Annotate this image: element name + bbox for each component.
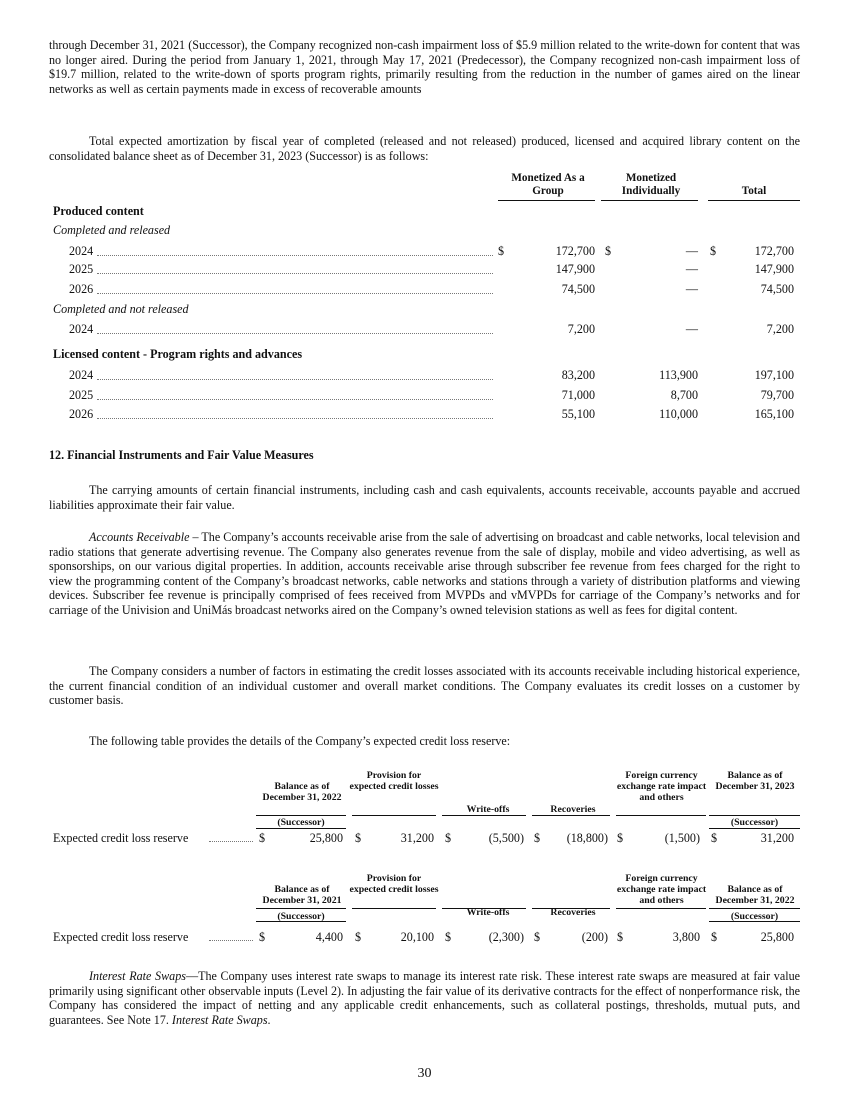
group-value: 83,200 (561, 368, 595, 382)
header-rule (256, 828, 346, 829)
section-row (49, 204, 800, 220)
header-rule (709, 815, 800, 816)
year-label: 2024 (69, 322, 94, 336)
amortization-table (49, 172, 800, 452)
header-rule (616, 815, 706, 816)
dollar-sign: $ (498, 244, 505, 258)
header-rule (352, 908, 436, 909)
value-provision: 20,100 (400, 930, 434, 944)
dot-leader (97, 379, 493, 380)
col-header: Foreign currency exchange rate impact and others (616, 873, 707, 906)
dot-leader (97, 293, 493, 294)
table-row (49, 322, 800, 338)
section-row (49, 347, 800, 363)
row-label: Expected credit loss reserve (53, 930, 189, 944)
dollar-sign: $ (605, 244, 612, 258)
dot-leader (97, 399, 493, 400)
group-value: 55,100 (561, 407, 595, 421)
table-intro-paragraph: The following table provides the details of the Company’s expected credit loss reserve: (89, 734, 511, 748)
subsection-row (49, 302, 800, 318)
accounts-receivable-label: Accounts Receivable (89, 530, 190, 544)
accounts-receivable-paragraph (49, 530, 800, 617)
header-rule (442, 908, 526, 909)
col-header: Provision for expected credit losses (349, 770, 439, 792)
dot-leader (97, 418, 493, 419)
col-header: Recoveries (550, 907, 596, 918)
intro-paragraph: through December 31, 2021 (Successor), the Company recognized non-cash impairment loss of $5.9 million related to the write-down for content that was no longer aired. During the period from January 1, 2021, through May 17, 2021 (Predecessor), the Company recognized non-cash impairment loss of $19.7 million, related to the write-down of sports program rights, primarily resulting from the reduction in the number of games aired on the linear networks as well as certain payments made in excess of recoverable amounts (49, 38, 800, 96)
col-header: Balance as of December 31, 2022 (715, 884, 795, 906)
interest-rate-swaps-paragraph (49, 969, 800, 1027)
individual-value: — (685, 282, 698, 296)
total-value: 147,900 (754, 262, 794, 276)
header-rule (616, 908, 706, 909)
dot-leader (97, 333, 493, 334)
dollar-sign: $ (445, 831, 452, 845)
dollar-sign: $ (617, 930, 624, 944)
amortization-intro-paragraph: Total expected amortization by fiscal year of completed (released and not released) produced, licensed and acquired library content on the consolidated balance sheet as of December 31, 2023 (Successor) is as follows: (49, 134, 800, 163)
dollar-sign: $ (355, 930, 362, 944)
row-label: Expected credit loss reserve (53, 831, 189, 845)
value-recoveries: (200) (581, 930, 608, 944)
col-header: Provision for expected credit losses (349, 873, 439, 895)
individual-value: — (685, 262, 698, 276)
carrying-amounts-paragraph: The carrying amounts of certain financial instruments, including cash and cash equivalents, accounts receivable, accounts payable and accrued liabilities approximate their fair value. (49, 483, 800, 512)
col-header: Foreign currency exchange rate impact and others (616, 770, 707, 803)
col-header: Write-offs (466, 907, 510, 918)
col-header: Balance as of December 31, 2021 (262, 884, 342, 906)
header-rule (709, 828, 800, 829)
individual-value: 110,000 (659, 407, 698, 421)
dot-leader (97, 255, 493, 256)
table-row (49, 282, 800, 298)
value-closing-balance: 31,200 (760, 831, 794, 845)
page-number: 30 (417, 1066, 432, 1081)
group-value: 74,500 (561, 282, 595, 296)
header-monetized-group: Monetized As a Group (511, 172, 585, 197)
header-rule (352, 815, 436, 816)
header-rule (709, 921, 800, 922)
swaps-label: Interest Rate Swaps (89, 969, 186, 983)
group-value: 71,000 (561, 388, 595, 402)
col-header: Write-offs (466, 804, 510, 815)
header-rule (256, 921, 346, 922)
value-opening-balance: 4,400 (315, 930, 343, 944)
value-provision: 31,200 (400, 831, 434, 845)
header-rule (601, 200, 698, 201)
swaps-note-ref: Interest Rate Swaps (171, 1012, 268, 1027)
completed-released-label: Completed and released (53, 223, 171, 237)
licensed-content-title: Licensed content - Program rights and advances (53, 347, 303, 361)
dollar-sign: $ (534, 930, 541, 944)
dollar-sign: $ (445, 930, 452, 944)
dollar-sign: $ (710, 244, 717, 258)
value-fx-impact: (1,500) (664, 831, 700, 845)
header-rule (532, 908, 610, 909)
header-rule (498, 200, 595, 201)
total-value: 165,100 (754, 407, 794, 421)
value-write-offs: (2,300) (488, 930, 524, 944)
individual-value: — (685, 322, 698, 336)
section-title: 12. Financial Instruments and Fair Value Measures (49, 448, 314, 462)
credit-loss-table-2022 (49, 873, 800, 953)
dot-leader (97, 273, 493, 274)
table-row (49, 368, 800, 384)
dot-leader (209, 940, 253, 941)
col-header: Balance as of December 31, 2023 (715, 770, 795, 792)
group-value: 147,900 (555, 262, 595, 276)
header-rule (709, 908, 800, 909)
subsection-row (49, 223, 800, 239)
table-row (49, 244, 800, 260)
dollar-sign: $ (259, 831, 266, 845)
value-fx-impact: 3,800 (672, 930, 700, 944)
year-label: 2026 (69, 282, 94, 296)
header-rule (256, 815, 346, 816)
year-label: 2024 (69, 244, 94, 258)
dollar-sign: $ (711, 930, 718, 944)
table-row (49, 407, 800, 423)
total-value: 79,700 (760, 388, 794, 402)
header-rule (708, 200, 800, 201)
successor-label: (Successor) (730, 911, 779, 922)
dollar-sign: $ (259, 930, 266, 944)
successor-label: (Successor) (277, 911, 325, 922)
header-rule (442, 815, 526, 816)
swaps-end: . (267, 1012, 271, 1027)
dot-leader (209, 841, 253, 842)
year-label: 2026 (69, 407, 94, 421)
year-label: 2025 (69, 262, 94, 276)
credit-loss-table-2023 (49, 770, 800, 850)
value-write-offs: (5,500) (488, 831, 524, 845)
header-monetized-individually: Monetized Individually (621, 172, 681, 197)
dollar-sign: $ (711, 831, 718, 845)
table-row (49, 388, 800, 404)
header-rule (532, 815, 610, 816)
col-header: Recoveries (550, 804, 596, 815)
successor-label: (Successor) (730, 817, 779, 828)
completed-not-released-label: Completed and not released (53, 302, 189, 316)
year-label: 2024 (69, 368, 94, 382)
credit-losses-paragraph: The Company considers a number of factors in estimating the credit losses associated with its accounts receivable including historical experience, the current financial condition of an individual customer and overall market conditions. The Company evaluates its credit losses on a customer by customer basis. (49, 664, 800, 707)
total-value: 7,200 (766, 322, 794, 336)
table-row (49, 262, 800, 278)
header-total: Total (741, 185, 767, 197)
individual-value: 113,900 (659, 368, 698, 382)
col-header: Balance as of December 31, 2022 (262, 781, 342, 803)
value-recoveries: (18,800) (566, 831, 608, 845)
total-value: 197,100 (754, 368, 794, 382)
dollar-sign: $ (355, 831, 362, 845)
successor-label: (Successor) (277, 817, 325, 828)
year-label: 2025 (69, 388, 94, 402)
header-rule (256, 908, 346, 909)
group-value: 172,700 (555, 244, 595, 258)
produced-content-title: Produced content (53, 204, 144, 218)
total-value: 172,700 (754, 244, 794, 258)
total-value: 74,500 (760, 282, 794, 296)
group-value: 7,200 (567, 322, 595, 336)
individual-value: 8,700 (670, 388, 698, 402)
accounts-receivable-text: – The Company’s accounts receivable arise from the sale of advertising on broadcast and cable networks, local television and radio stations that generate advertising revenue. The Company also generates revenue from the sale of display, mobile and video advertising, as well as sponsorships, on our various digital properties. In addition, accounts receivable arise through subscriber fee revenue from fees charged for the right to view the programming content of the Company’s broadcast networks, cable networks and stations through a variety of distribution platforms and viewing devices. Subscriber fee revenue is principally comprised of fees received from MVPDs and vMVPDs for carriage of the Company’s networks and for carriage of the Univision and UniMás broadcast networks aired on the Company’s owned television stations as well as fees for digital content. (49, 530, 800, 617)
value-opening-balance: 25,800 (309, 831, 343, 845)
dollar-sign: $ (617, 831, 624, 845)
individual-value: — (685, 244, 698, 258)
dollar-sign: $ (534, 831, 541, 845)
value-closing-balance: 25,800 (760, 930, 794, 944)
swaps-text: —The Company uses interest rate swaps to manage its interest rate risk. These interest rate swaps are measured at fair value primarily using significant other observable inputs (Level 2). In adjusting the fair value of its derivative contracts for the effect of nonperformance risk, the Company has considered the impact of netting and any applicable credit enhancements, such as collateral postings, thresholds, mutual puts, and guarantees. See Note 17. (49, 969, 800, 1027)
